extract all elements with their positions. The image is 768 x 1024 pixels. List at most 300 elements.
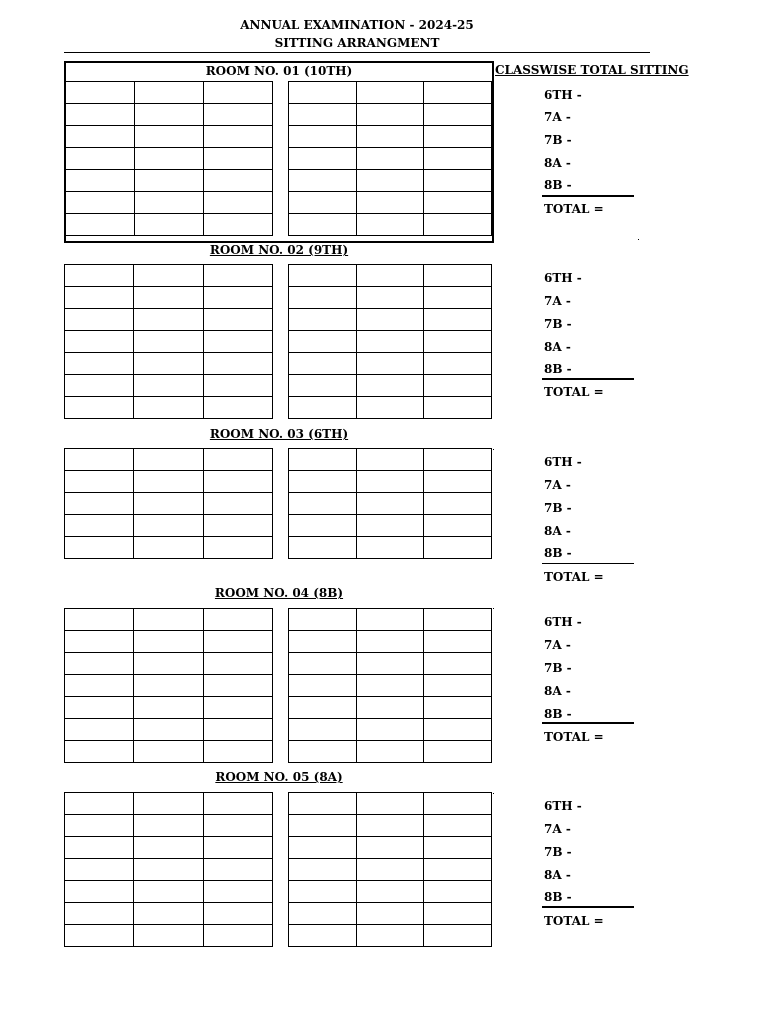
seat-cell xyxy=(356,515,424,537)
seat-cell xyxy=(65,653,134,675)
seat-cell xyxy=(204,82,273,104)
seat-cell xyxy=(289,631,357,653)
seat-cell xyxy=(424,375,492,397)
seat-cell xyxy=(424,903,492,925)
room-02-label-7b: 7B - xyxy=(544,317,572,331)
seat-cell xyxy=(356,471,424,493)
seat-row xyxy=(65,837,273,859)
seat-cell xyxy=(356,493,424,515)
room-02-label-8a: 8A - xyxy=(544,340,571,354)
seat-cell xyxy=(289,493,357,515)
seat-row xyxy=(65,903,273,925)
room-01-total-rule xyxy=(542,195,634,197)
seat-cell xyxy=(203,287,272,309)
seat-row xyxy=(66,82,273,104)
seat-cell xyxy=(424,148,492,170)
seat-cell xyxy=(289,653,357,675)
stray-mark xyxy=(638,239,639,240)
seat-cell xyxy=(289,537,357,559)
seat-row xyxy=(289,653,492,675)
seat-row xyxy=(289,609,492,631)
seat-row xyxy=(65,653,273,675)
seat-row xyxy=(65,287,273,309)
seat-cell xyxy=(203,675,272,697)
room-03-label-total: TOTAL = xyxy=(544,570,604,584)
seat-cell xyxy=(356,397,424,419)
seat-cell xyxy=(65,859,134,881)
seat-cell xyxy=(134,287,203,309)
seat-cell xyxy=(203,471,272,493)
seat-cell xyxy=(289,859,357,881)
room-05-right-grid xyxy=(288,792,492,947)
seat-row xyxy=(65,741,273,763)
seat-cell xyxy=(356,287,424,309)
seat-cell xyxy=(356,449,424,471)
seat-cell xyxy=(66,214,135,236)
room-03-label-8a: 8A - xyxy=(544,524,571,538)
room-04-label-8b: 8B - xyxy=(544,707,572,721)
seat-cell xyxy=(203,353,272,375)
room-05-label-6th: 6TH - xyxy=(544,799,582,813)
seat-cell xyxy=(134,697,203,719)
seat-cell xyxy=(289,515,357,537)
seat-cell xyxy=(356,265,424,287)
room-01-label-8a: 8A - xyxy=(544,156,571,170)
seat-cell xyxy=(424,815,492,837)
seat-cell xyxy=(424,82,492,104)
seat-cell xyxy=(134,925,203,947)
seat-row xyxy=(65,471,273,493)
seat-cell xyxy=(424,675,492,697)
room-02-right-grid xyxy=(288,264,492,419)
seat-cell xyxy=(65,309,134,331)
seat-cell xyxy=(134,265,203,287)
seat-cell xyxy=(66,126,135,148)
seat-row xyxy=(66,170,273,192)
seat-cell xyxy=(424,697,492,719)
seat-cell xyxy=(203,397,272,419)
seat-cell xyxy=(356,148,424,170)
seat-cell xyxy=(356,375,424,397)
seat-row xyxy=(65,493,273,515)
seat-cell xyxy=(356,859,424,881)
seat-cell xyxy=(289,148,357,170)
room-02-label-8b: 8B - xyxy=(544,362,572,376)
seat-row xyxy=(65,793,273,815)
seat-cell xyxy=(289,309,357,331)
seat-cell xyxy=(134,397,203,419)
room-01-label-8b: 8B - xyxy=(544,178,572,192)
seat-cell xyxy=(203,631,272,653)
seat-cell xyxy=(66,104,135,126)
seat-row xyxy=(289,353,492,375)
room-03-left-grid xyxy=(64,448,273,559)
seat-cell xyxy=(65,287,134,309)
room-05-left-grid xyxy=(64,792,273,947)
seat-cell xyxy=(289,82,357,104)
seat-cell xyxy=(204,170,273,192)
room-01-left-grid xyxy=(65,81,273,236)
seat-cell xyxy=(65,537,134,559)
seat-cell xyxy=(134,449,203,471)
seat-cell xyxy=(424,287,492,309)
seat-cell xyxy=(65,449,134,471)
seat-cell xyxy=(424,214,492,236)
seat-cell xyxy=(424,537,492,559)
seat-cell xyxy=(65,793,134,815)
seat-cell xyxy=(203,793,272,815)
seat-row xyxy=(289,104,492,126)
seat-cell xyxy=(356,925,424,947)
seat-row xyxy=(65,331,273,353)
seat-cell xyxy=(424,631,492,653)
seat-row xyxy=(289,126,492,148)
room-04-left-grid xyxy=(64,608,273,763)
seat-cell xyxy=(424,859,492,881)
room-01-title: ROOM NO. 01 (10TH) xyxy=(205,64,353,78)
seat-cell xyxy=(356,697,424,719)
seat-cell xyxy=(289,675,357,697)
seat-cell xyxy=(203,515,272,537)
seat-cell xyxy=(65,815,134,837)
seat-cell xyxy=(65,331,134,353)
seat-cell xyxy=(134,793,203,815)
seat-cell xyxy=(289,815,357,837)
seat-cell xyxy=(204,104,273,126)
seat-cell xyxy=(203,859,272,881)
room-03-label-8b: 8B - xyxy=(544,546,572,560)
seat-cell xyxy=(424,309,492,331)
seat-cell xyxy=(356,104,424,126)
seat-cell xyxy=(289,104,357,126)
seat-cell xyxy=(289,697,357,719)
seat-cell xyxy=(134,609,203,631)
seat-cell xyxy=(356,82,424,104)
seat-cell xyxy=(65,675,134,697)
room-04-label-total: TOTAL = xyxy=(544,730,604,744)
room-05-label-total: TOTAL = xyxy=(544,914,604,928)
seat-row xyxy=(289,837,492,859)
room-05-label-7a: 7A - xyxy=(544,822,571,836)
seat-cell xyxy=(203,697,272,719)
seat-cell xyxy=(289,903,357,925)
seat-cell xyxy=(424,265,492,287)
room-01-label-7b: 7B - xyxy=(544,133,572,147)
seat-cell xyxy=(203,881,272,903)
seat-row xyxy=(289,515,492,537)
seat-cell xyxy=(356,653,424,675)
seat-cell xyxy=(424,353,492,375)
seat-cell xyxy=(356,675,424,697)
seat-row xyxy=(289,719,492,741)
seat-cell xyxy=(203,609,272,631)
seat-cell xyxy=(65,741,134,763)
seat-cell xyxy=(424,719,492,741)
seat-cell xyxy=(65,697,134,719)
seat-row xyxy=(65,881,273,903)
seat-cell xyxy=(65,353,134,375)
seat-row xyxy=(65,815,273,837)
seat-cell xyxy=(134,719,203,741)
seat-row xyxy=(289,493,492,515)
stray-mark xyxy=(493,449,494,450)
seat-row xyxy=(289,697,492,719)
stray-mark xyxy=(493,608,494,609)
seat-cell xyxy=(356,214,424,236)
seat-cell xyxy=(65,515,134,537)
seat-cell xyxy=(203,741,272,763)
seat-cell xyxy=(356,170,424,192)
seat-cell xyxy=(356,309,424,331)
seat-cell xyxy=(134,353,203,375)
seat-cell xyxy=(424,515,492,537)
seat-cell xyxy=(203,837,272,859)
seat-cell xyxy=(134,331,203,353)
seat-row xyxy=(65,397,273,419)
seat-cell xyxy=(356,719,424,741)
room-03-right-grid xyxy=(288,448,492,559)
seat-row xyxy=(289,148,492,170)
seat-cell xyxy=(289,331,357,353)
seat-cell xyxy=(356,815,424,837)
seat-cell xyxy=(289,719,357,741)
seat-cell xyxy=(289,170,357,192)
seat-cell xyxy=(134,903,203,925)
seat-cell xyxy=(65,397,134,419)
seat-cell xyxy=(203,815,272,837)
seat-row xyxy=(289,82,492,104)
seat-cell xyxy=(356,881,424,903)
room-01-right-grid xyxy=(288,81,492,236)
room-03-total-rule xyxy=(542,563,634,564)
seat-row xyxy=(289,449,492,471)
seat-cell xyxy=(289,741,357,763)
room-03-title: ROOM NO. 03 (6TH) xyxy=(209,427,349,441)
seat-cell xyxy=(66,170,135,192)
seat-row xyxy=(65,631,273,653)
room-04-right-grid xyxy=(288,608,492,763)
seat-cell xyxy=(289,126,357,148)
seat-cell xyxy=(424,493,492,515)
seat-row xyxy=(65,925,273,947)
seat-cell xyxy=(203,375,272,397)
seat-row xyxy=(65,675,273,697)
seat-cell xyxy=(203,331,272,353)
seat-cell xyxy=(289,793,357,815)
seat-cell xyxy=(289,353,357,375)
seat-cell xyxy=(424,192,492,214)
seat-cell xyxy=(424,653,492,675)
room-02-title: ROOM NO. 02 (9TH) xyxy=(209,243,349,257)
seat-row xyxy=(289,265,492,287)
seat-cell xyxy=(65,375,134,397)
seat-row xyxy=(289,214,492,236)
seat-cell xyxy=(65,903,134,925)
seat-row xyxy=(289,815,492,837)
room-03-label-7b: 7B - xyxy=(544,501,572,515)
seat-row xyxy=(66,148,273,170)
room-02-total-rule xyxy=(542,378,634,380)
seat-cell xyxy=(356,331,424,353)
seat-cell xyxy=(65,881,134,903)
seat-row xyxy=(65,537,273,559)
seat-cell xyxy=(134,375,203,397)
room-01-label-total: TOTAL = xyxy=(544,202,604,216)
seat-cell xyxy=(289,265,357,287)
seat-cell xyxy=(65,631,134,653)
seat-row xyxy=(66,214,273,236)
seat-row xyxy=(289,309,492,331)
seat-cell xyxy=(65,719,134,741)
seat-row xyxy=(65,515,273,537)
seat-cell xyxy=(424,126,492,148)
classwise-total-heading: CLASSWISE TOTAL SITTING xyxy=(495,63,689,77)
seat-cell xyxy=(203,449,272,471)
sitting-arrangement-subtitle: SITTING ARRANGMENT xyxy=(274,36,440,50)
seat-cell xyxy=(356,837,424,859)
room-05-label-8a: 8A - xyxy=(544,868,571,882)
seat-cell xyxy=(134,881,203,903)
seat-cell xyxy=(203,719,272,741)
seat-cell xyxy=(134,837,203,859)
seat-cell xyxy=(204,214,273,236)
header-divider xyxy=(64,52,650,53)
seat-cell xyxy=(134,471,203,493)
room-05-total-rule xyxy=(542,906,634,908)
seat-row xyxy=(289,397,492,419)
seat-cell xyxy=(356,126,424,148)
room-03-label-6th: 6TH - xyxy=(544,455,582,469)
seat-cell xyxy=(289,287,357,309)
seat-cell xyxy=(289,449,357,471)
room-02-left-grid xyxy=(64,264,273,419)
seat-cell xyxy=(134,815,203,837)
seat-row xyxy=(65,375,273,397)
seat-cell xyxy=(424,881,492,903)
room-02-label-7a: 7A - xyxy=(544,294,571,308)
seat-cell xyxy=(424,449,492,471)
seat-cell xyxy=(135,214,204,236)
seat-cell xyxy=(65,837,134,859)
seat-cell xyxy=(203,903,272,925)
seat-row xyxy=(289,859,492,881)
seat-row xyxy=(289,331,492,353)
seat-cell xyxy=(424,397,492,419)
seat-cell xyxy=(65,925,134,947)
seat-cell xyxy=(289,214,357,236)
seat-cell xyxy=(204,192,273,214)
seat-cell xyxy=(203,537,272,559)
seat-row xyxy=(289,170,492,192)
exam-title: ANNUAL EXAMINATION - 2024-25 xyxy=(240,18,474,32)
seat-row xyxy=(289,375,492,397)
room-05-title: ROOM NO. 05 (8A) xyxy=(215,770,343,784)
seat-cell xyxy=(135,170,204,192)
seat-cell xyxy=(134,631,203,653)
seat-cell xyxy=(356,353,424,375)
seat-cell xyxy=(424,925,492,947)
seat-cell xyxy=(134,515,203,537)
stray-mark xyxy=(493,793,494,794)
seat-cell xyxy=(203,925,272,947)
seat-cell xyxy=(356,793,424,815)
room-02-label-total: TOTAL = xyxy=(544,385,604,399)
room-04-label-6th: 6TH - xyxy=(544,615,582,629)
seat-cell xyxy=(289,925,357,947)
room-05-label-7b: 7B - xyxy=(544,845,572,859)
seat-cell xyxy=(134,309,203,331)
room-05-label-8b: 8B - xyxy=(544,890,572,904)
seat-cell xyxy=(135,148,204,170)
seat-cell xyxy=(204,126,273,148)
seat-row xyxy=(66,104,273,126)
seat-row xyxy=(289,925,492,947)
seat-cell xyxy=(134,653,203,675)
room-01-label-6th: 6TH - xyxy=(544,88,582,102)
room-04-label-7a: 7A - xyxy=(544,638,571,652)
seat-cell xyxy=(134,675,203,697)
seat-row xyxy=(289,793,492,815)
seat-cell xyxy=(289,397,357,419)
seat-cell xyxy=(66,148,135,170)
seat-cell xyxy=(424,471,492,493)
seat-row xyxy=(65,719,273,741)
seat-row xyxy=(65,609,273,631)
seat-cell xyxy=(203,265,272,287)
seat-row xyxy=(289,287,492,309)
seat-cell xyxy=(134,493,203,515)
seat-cell xyxy=(424,331,492,353)
seat-cell xyxy=(134,537,203,559)
seat-row xyxy=(289,741,492,763)
seat-cell xyxy=(65,265,134,287)
seat-row xyxy=(65,265,273,287)
seat-cell xyxy=(356,537,424,559)
room-04-title: ROOM NO. 04 (8B) xyxy=(214,586,344,600)
room-04-total-rule xyxy=(542,722,634,724)
seat-row xyxy=(65,859,273,881)
seat-cell xyxy=(204,148,273,170)
seat-cell xyxy=(356,741,424,763)
room-04-label-8a: 8A - xyxy=(544,684,571,698)
seat-cell xyxy=(135,126,204,148)
seat-row xyxy=(65,353,273,375)
seat-cell xyxy=(289,192,357,214)
seat-cell xyxy=(424,609,492,631)
seat-cell xyxy=(356,903,424,925)
seat-cell xyxy=(135,104,204,126)
seat-cell xyxy=(135,82,204,104)
seat-row xyxy=(289,881,492,903)
room-01-label-7a: 7A - xyxy=(544,110,571,124)
seat-row xyxy=(65,309,273,331)
seat-cell xyxy=(203,653,272,675)
room-02-label-6th: 6TH - xyxy=(544,271,582,285)
seat-cell xyxy=(289,375,357,397)
seat-cell xyxy=(424,741,492,763)
seat-cell xyxy=(424,793,492,815)
seat-cell xyxy=(424,104,492,126)
seat-cell xyxy=(134,859,203,881)
seat-cell xyxy=(289,881,357,903)
seat-row xyxy=(289,537,492,559)
seat-cell xyxy=(65,609,134,631)
seat-row xyxy=(66,126,273,148)
seat-row xyxy=(65,697,273,719)
seat-row xyxy=(289,903,492,925)
seat-cell xyxy=(356,192,424,214)
seat-cell xyxy=(289,837,357,859)
